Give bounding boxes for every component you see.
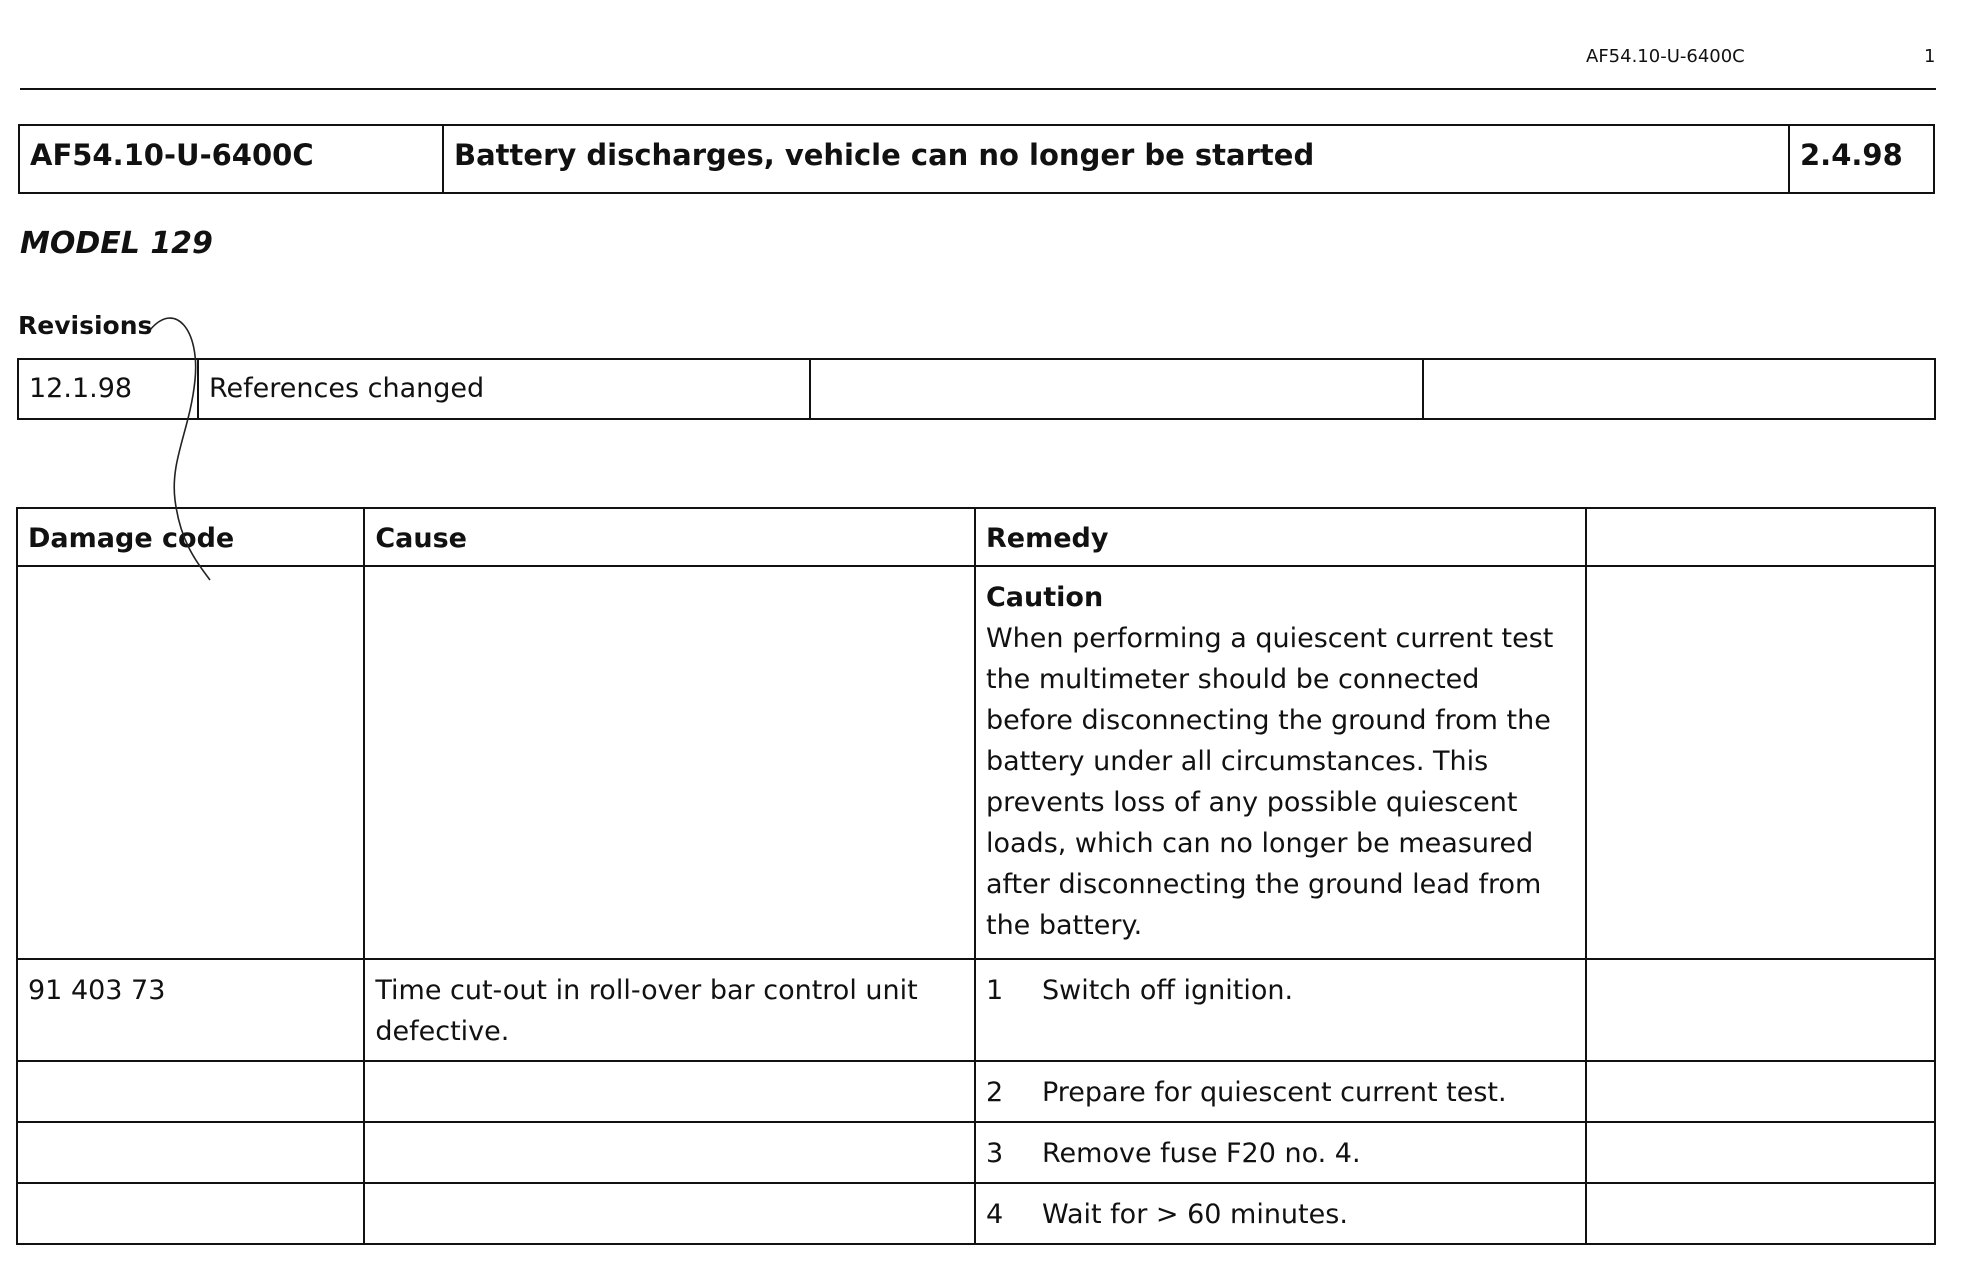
caution-row <box>17 566 1935 959</box>
caution-extra <box>1586 566 1935 959</box>
extra-cell <box>1586 1061 1935 1122</box>
header-extra <box>1586 508 1935 566</box>
damage-code-cell <box>17 1122 364 1183</box>
header-damage-code: Damage code <box>17 508 364 566</box>
step-text: Remove fuse F20 no. 4. <box>1041 1138 1361 1169</box>
revision-col4 <box>1423 359 1935 419</box>
cause-cell <box>364 1183 975 1244</box>
cause-cell <box>364 1061 975 1122</box>
extra-cell <box>1586 1122 1935 1183</box>
damage-code-cell <box>17 1183 364 1244</box>
caution-damage-code <box>17 566 364 959</box>
title-box <box>18 124 1935 194</box>
step-number: 3 <box>985 1138 1004 1169</box>
table-row <box>17 1183 1935 1244</box>
header-remedy: Remedy <box>975 508 1586 566</box>
step-number: 4 <box>985 1199 1004 1230</box>
cause-cell: Time cut-out in roll-over bar control unit defective. <box>364 959 975 1061</box>
remedy-cell <box>975 1183 1586 1244</box>
table-header-row <box>17 508 1935 566</box>
extra-cell <box>1586 1183 1935 1244</box>
document-title: Battery discharges, vehicle can no longer be started <box>443 125 1789 193</box>
step-text: Prepare for quiescent current test. <box>1041 1077 1507 1108</box>
step-text: Switch off ignition. <box>1041 975 1294 1006</box>
caution-cause <box>364 566 975 959</box>
header-reference: AF54.10-U-6400C <box>1586 46 1745 67</box>
revision-row <box>18 359 1935 419</box>
step-text: Wait for > 60 minutes. <box>1041 1199 1348 1230</box>
caution-cell <box>975 566 1586 959</box>
revision-date: 12.1.98 <box>18 359 198 419</box>
page-number: 1 <box>1924 46 1936 67</box>
revision-col3 <box>810 359 1423 419</box>
damage-code-cell <box>17 1061 364 1122</box>
damage-code-cell: 91 403 73 <box>17 959 364 1061</box>
header-cause: Cause <box>364 508 975 566</box>
cause-cell <box>364 1122 975 1183</box>
remedy-cell <box>975 1122 1586 1183</box>
model-heading: MODEL 129 <box>20 226 213 261</box>
table-row <box>17 959 1935 1061</box>
caution-title: Caution <box>985 582 1104 613</box>
extra-cell <box>1586 959 1935 1061</box>
damage-table <box>16 507 1936 1245</box>
document-date: 2.4.98 <box>1789 125 1934 193</box>
revisions-label: Revisions <box>18 311 153 340</box>
table-row <box>17 1122 1935 1183</box>
remedy-cell <box>975 959 1586 1061</box>
remedy-cell <box>975 1061 1586 1122</box>
step-number: 1 <box>985 975 1004 1006</box>
header-rule <box>20 88 1936 90</box>
step-number: 2 <box>985 1077 1004 1108</box>
caution-text: When performing a quiescent current test the multimeter should be connected before disconnecting the ground from the battery under all circumstances. This prevents loss of any possible quiescent loads, which can no longer be measured after disconnecting the ground lead from the battery. <box>985 623 1554 941</box>
revision-text: References changed <box>198 359 810 419</box>
running-header <box>20 46 1936 76</box>
document-code: AF54.10-U-6400C <box>19 125 443 193</box>
revisions-table <box>17 358 1936 420</box>
table-row <box>17 1061 1935 1122</box>
